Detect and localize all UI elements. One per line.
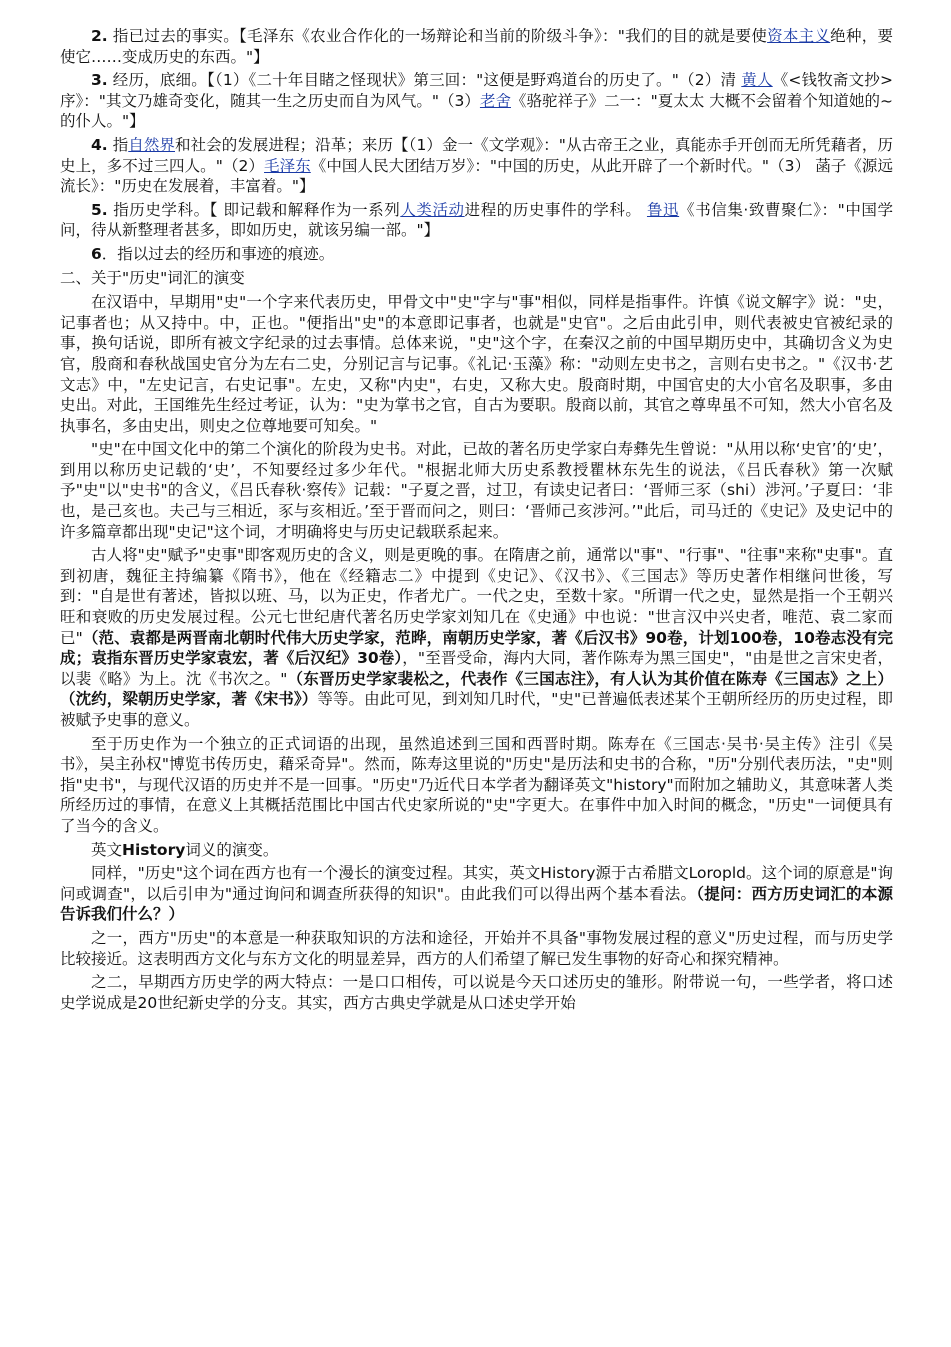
- question-note: （提问：西方历史词汇的本源告诉我们什么？）: [60, 884, 893, 924]
- link-luxun[interactable]: 鲁迅: [646, 200, 680, 219]
- item-number: 2.: [91, 27, 108, 45]
- note-pei-shen: （东晋历史学家裴松之，代表作《三国志注》，有人认为其价值在陈寿《三国志》之上）（沈约，梁朝历史学家，著《宋书》）: [60, 669, 893, 709]
- paragraph-early-usage: 在汉语中，早期用"史"一个字来代表历史，甲骨文中"史"字与"事"相似，同样是指事件。许慎《说文解字》说："史，记事者也；从又持中。中，正也。"便指出"史"的本意即记事者，也就是"史官"。之后由此引申，则代表被史官被纪录的事，换句话说，即所有被文字纪录的过去事情。总体来说，"史"这个字，在秦汉之前的中国早期历史中，其确切含义为史官，殷商和春秋战国史官分为左右二史，分别记言与记事。《礼记·玉藻》称："动则左史书之，言则右史书之。"《汉书·艺文志》中，"左史记言，右史记事"。左史，又称"内史"，右史，又称大史。殷商时期，中国官史的大小官名及职事，多由史出。对此，王国维先生经过考证，认为："史为掌书之官，自古为要职。殷商以前，其官之尊卑虽不可知，然大小官名及执事名，多由史出，则史之位尊地要可知矣。": [60, 293, 893, 435]
- paragraph-history-books: "史"在中国文化中的第二个演化的阶段为史书。对此，已故的著名历史学家白寿彝先生曾说："从用以称‘史官’的‘史’，到用以称历史记载的‘史’，不知要经过多少年代。"根据北师大历史系教授瞿林东先生的说法，《吕氏春秋》第一次赋予"史"以"史书"的含义，《吕氏春秋·察传》记载："子夏之晋，过卫，有读史记者曰：‘晋师三豕（shi）涉河。’子夏曰：‘非也，是己亥也。夫己与三相近，豕与亥相近。’至于晋而问之，则曰：‘晋师己亥涉河。’"此后，司马迁的《史记》及史记中的许多篇章都出现"史记"这个词，才明确将史与历史记载联系起来。: [60, 440, 893, 541]
- link-maozedong[interactable]: 毛泽东: [264, 156, 311, 175]
- paragraph-point-one: 之一，西方"历史"的本意是一种获取知识的方法和途径，开始并不具备"事物发展过程的意义"历史过程，而与历史学比较接近。这表明西方文化与东方文化的明显差异，西方的人们希望了解已发生事物的好奇心和探究精神。: [60, 928, 893, 968]
- paragraph-history-events: 古人将"史"赋予"史事"即客观历史的含义，则是更晚的事。在隋唐之前，通常以"事"、"行事"、"往事"来称"史事"。直到初唐，魏征主持编纂《隋书》，他在《经籍志二》中提到《史记》、《汉书》、《三国志》等历史著作相继问世後，写到："自是世有著述，皆拟以班、马，以为正史，作者尤广。一代之史，至数十家。"所谓一代之史，显然是指一个王朝兴旺和衰败的历史发展过程。公元七世纪唐代著名历史学家刘知几在《史通》中也说："世言汉中兴史者，唯范、袁二家而已"（范、袁都是两晋南北朝时代伟大历史学家，范晔，南朝历史学家，著《后汉书》90卷，计划100卷，10卷志没有完成；袁指东晋历史学家袁宏，著《后汉纪》30卷），"至晋受命，海内大同，著作陈寿为黑三国史"，"由是世之言宋史者，以裴《略》为上。沈《书次之。"（东晋历史学家裴松之，代表作《三国志注》，有人认为其价值在陈寿《三国志》之上）（沈约，梁朝历史学家，著《宋书》）等等。由此可见，到刘知几时代，"史"已普遍低表述某个王朝所经历的历史过程，即被赋予史事的意义。: [60, 546, 894, 729]
- item-number: 4.: [91, 135, 108, 154]
- definition-item-3: 3. 经历，底细。【（1）《二十年目睹之怪现状》第三回："这便是野鸡道台的历史了。"（2）清 黄人《<钱牧斋文抄>序》："其文乃雄奇变化，随其一生之历史而自为风气。"（3）老舍《骆驼祥子》二一："夏太太 大概不会留着个知道她的~的仆人。"】: [60, 71, 894, 131]
- item-number: 3.: [91, 71, 108, 90]
- paragraph-western-origin: 同样，"历史"这个词在西方也有一个漫长的演变过程。其实，英文History源于古希腊文Loropld。这个词的原意是"询问或调查"，以后引申为"通过询问和调查所获得的知识"。由此我们可以得出两个基本看法。（提问：西方历史词汇的本源告诉我们什么？）: [60, 864, 893, 924]
- definition-item-4: 4. 指自然界和社会的发展进程；沿革；来历【（1）金一《文学观》："从古帝王之业，真能赤手开创而无所凭藉者，历史上，多不过三四人。"（2）毛泽东《中国人民大团结万岁》："中国的历史，从此开辟了一个新时代。"（3） 菡子《源远流长》："历史在发展着，丰富着。"】: [60, 135, 893, 196]
- paragraph-english-heading: 英文History词义的演变。: [91, 840, 279, 859]
- definition-item-5: 5. 指历史学科。【 即记载和解释作为一系列人类活动进程的历史事件的学科。 鲁迅《书信集·致曹聚仁》："中国学问，待从新整理者甚多，即如历史，就该另编一部。"】: [60, 200, 893, 240]
- link-human-activity[interactable]: 人类活动: [400, 200, 465, 219]
- note-fan-yuan: （范、袁都是两晋南北朝时代伟大历史学家，范晔，南朝历史学家，著《后汉书》90卷，计划100卷，10卷志没有完成；袁指东晋历史学家袁宏，著《后汉纪》30卷）: [60, 628, 893, 668]
- paragraph-modern-term: 至于历史作为一个独立的正式词语的出现，虽然追述到三国和西晋时期。陈寿在《三国志·吴书·吴主传》注引《吴书》，吴主孙权"博览书传历史，藉采奇异"。然而，陈寿这里说的"历史"是历法和史书的合称，"历"分别代表历法，"史"则指"史书"，与现代汉语的历史并不是一回事。"历史"乃近代日本学者为翻译英文"history"而附加之辅助义，其意味著人类所经历过的事情，在意义上其概括范围比中国古代史家所说的"史"字更大。在事件中加入时间的概念，"历史"一词便具有了当今的含义。: [60, 734, 893, 835]
- section-heading: 二、关于"历史"词汇的演变: [60, 268, 245, 287]
- link-laoshe[interactable]: 老舍: [479, 91, 511, 110]
- link-huangren[interactable]: 黄人: [741, 71, 773, 90]
- paragraph-point-two: 之二，早期西方历史学的两大特点：一是口口相传，可以说是今天口述历史的雏形。附带说一句，一些学者，将口述史学说成是20世纪新史学的分支。其实，西方古典史学就是从口述史学开始: [60, 973, 893, 1012]
- link-capitalism[interactable]: 资本主义: [767, 27, 831, 45]
- link-nature[interactable]: 自然界: [128, 135, 175, 154]
- item-number: 6: [91, 244, 102, 263]
- definition-item-6: 6．指以过去的经历和事迹的痕迹。: [91, 244, 335, 263]
- item-number: 5.: [91, 200, 108, 219]
- definition-item-2: 2. 指已过去的事实。【毛泽东《农业合作化的一场辩论和当前的阶级斗争》："我们的目的就是要使资本主义绝种，要使它……变成历史的东西。"】: [60, 27, 893, 66]
